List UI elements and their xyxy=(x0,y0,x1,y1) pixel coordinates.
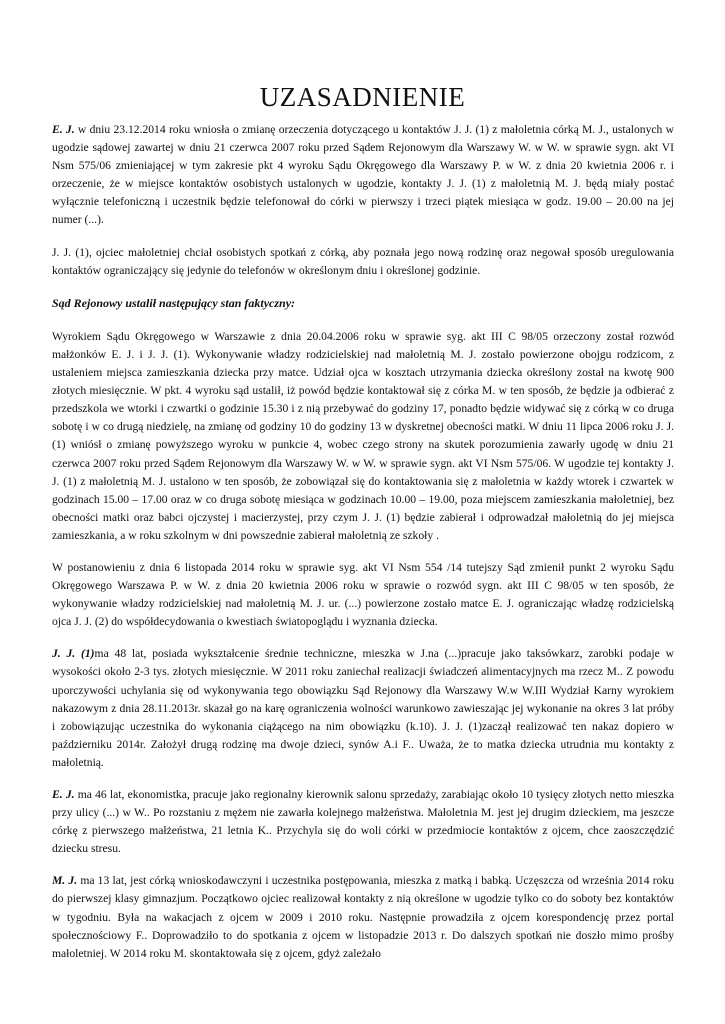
paragraph-5 xyxy=(52,645,674,772)
paragraph-7 xyxy=(52,872,674,962)
paragraph-6-text: ma 46 lat, ekonomistka, pracuje jako regionalny kierownik salonu sprzedaży, zarabiając około 10 tysięcy złotych netto mieszka przy ulicy (...) w W.. Po rozstaniu z mężem nie zawarła kolejnego małżeństwa. Małoletnia M. jest jej drugim dzieckiem, ma jeszcze córkę z pierwszego małżeństwa, 21 letnia K.. Przychyla się do woli córki w przedmiocie kontaktów z ojcem, chce zaoszczędzić dziecku stresu. xyxy=(52,788,674,856)
paragraph-3: Wyrokiem Sądu Okręgowego w Warszawie z dnia 20.04.2006 roku w sprawie syg. akt III C 98/05 orzeczony został rozwód małżonków E. J. i J. J. (1). Wykonywanie władzy rodzicielskiej nad małoletnią M. J. zostało powierzone obojgu rodzicom, z ustaleniem miejsca zamieszkania dziecka przy matce. Udział ojca w kosztach utrzymania dziecka określony został na kwotę 900 złotych miesięcznie. W pkt. 4 wyroku sąd ustalił, iż powód będzie kontaktował się z córka M. w ten sposób, że będzie ja odbierać z przedszkola we wtorki i czwartki o godzinie 15.30 i z nią przebywać do godziny 17, ponadto będzie widywać się z córką w co druga sobotę i w co drugą niedzielę, na zmianę od godziny 10 do godziny 13 w dyskretnej obecności matki. W dniu 11 lipca 2006 roku J. J. (1) wniósł o zmianę powyższego wyroku w punkcie 4, wobec czego strony na skutek porozumienia zawarły ugodę w dniu 21 czerwca 2007 roku przed Sądem Rejonowym dla Warszawy W. w W. w sprawie sygn. akt VI Nsm 575/06. W ugodzie tej kontakty J. J. (1) z małoletnią M. J. ustalono w ten sposób, że zobowiązał się do kontaktowania się z małoletnia w każdy wtorek i czwartek w godzinach 15.00 – 17.00 oraz w co druga sobotę miesiąca w godzinach 10.00 – 19.00, poza miejscem zamieszkania małoletniej, bez obecności matki oraz babci ojczystej i macierzystej, przy czym J. J. (1) będzie zabierał i odprowadzał małoletnią do jej miejsca zamieszkania, a w roku szkolnym w dni powszednie zabierał małoletnią ze szkoły . xyxy=(52,329,674,542)
document-title: UZASADNIENIE xyxy=(259,82,466,112)
document-body xyxy=(52,121,674,977)
paragraph-1 xyxy=(52,121,674,230)
paragraph-7-lead: M. J. xyxy=(52,874,78,888)
paragraph-1-text: w dniu 23.12.2014 roku wniosła o zmianę orzeczenia dotyczącego u kontaktów J. J. (1) z małoletnia córką M. J., ustalonych w ugodzie sądowej zawartej w dniu 21 czerwca 2007 roku przed Sądem Rejonowym dla Warszawy W. w W. w sprawie sygn. akt VI Nsm 575/06 zmieniającej w tym zakresie pkt 4 wyroku Sądu Okręgowego dla Warszawy P. w W. z dnia 20 kwietnia 2006 r. i orzeczenie, że w miejsce kontaktów osobistych ustalonych w ugodzie, kontakty J. J. (1) z małoletnią M. J. będą miały postać wyłącznie telefoniczną i uczestnik będzie telefonował do córki w pierwszy i trzeci piątek miesiąca w godz. 19.00 – 20.00 na jej numer (...). xyxy=(52,123,674,227)
paragraph-7-text: ma 13 lat, jest córką wnioskodawczyni i uczestnika postępowania, mieszka z matką i babką. Uczęszcza od września 2014 roku do pierwszej klasy gimnazjum. Początkowo ojciec realizował kontakty z nią określone w ugodzie tylko co do soboty bez kontaktów w tygodniu. Była na wakacjach z ojcem w 2009 i 2010 roku. Następnie prowadziła z ojcem korespondencję przez portal społecznościowy F.. Doprowadziło to do spotkania z ojcem w listopadzie 2013 r. Do dalszych spotkań nie doszło mimo prośby małoletniej. W 2014 roku M. skontaktowała się z ojcem, gdyż zależało xyxy=(52,874,674,960)
paragraph-2: J. J. (1), ojciec małoletniej chciał osobistych spotkań z córką, aby poznała jego nową rodzinę oraz negował sposób uregulowania kontaktów ograniczający się jedynie do telefonów w określonym dniu i określonej godzinie. xyxy=(52,245,674,277)
paragraph-5-lead: J. J. (1) xyxy=(52,647,95,661)
section-heading: Sąd Rejonowy ustalił następujący stan faktyczny: xyxy=(52,295,296,310)
paragraph-6-lead: E. J. xyxy=(52,788,75,801)
paragraph-1-lead: E. J. xyxy=(52,123,75,136)
paragraph-6 xyxy=(52,786,674,858)
paragraph-4: W postanowieniu z dnia 6 listopada 2014 roku w sprawie syg. akt VI Nsm 554 /14 tutejszy Sąd zmienił punkt 2 wyroku Sądu Okręgowego Warszawa P. w W. z dnia 20 kwietnia 2006 roku w sprawie o rozwód sygn. akt III C 98/05 w ten sposób, że wykonywanie władzy rodzicielskiej nad małoletnią M. J. ur. (...) powierzone zostało matce E. J. ograniczając władzę rodzicielską ojca J. J. (2) do współdecydowania o kwestiach światopoglądu i wyznania dziecka. xyxy=(52,560,674,629)
paragraph-5-text: ma 48 lat, posiada wykształcenie średnie techniczne, mieszka w J.na (...)pracuje jako taksówkarz, zarobki podaje w wysokości około 2-3 tys. złotych miesięcznie. W 2011 roku zaniechał realizacji świadczeń alimentacyjnych ma rzecz M.. Z powodu uporczywości uchylania się od wykonywania tego obowiązku Sąd Rejonowy dla Warszawy W.w W.III Wydział Karny wyrokiem nakazowym z dnia 28.11.2013r. skazał go na karę ograniczenia wolności warunkowo zawieszając jej wykonanie na okres 3 lat próby i zobowiązując uczestnika do wykonania ciążącego na nim obowiązku (k.10). J. J. (1)zaczął realizować ten nakaz dopiero w październiku 2014r. Założył drugą rodzinę ma dwoje dzieci, synów A.i F.. Uważa, że to matka dziecka utrudnia mu kontakty z małoletnią. xyxy=(52,647,674,769)
